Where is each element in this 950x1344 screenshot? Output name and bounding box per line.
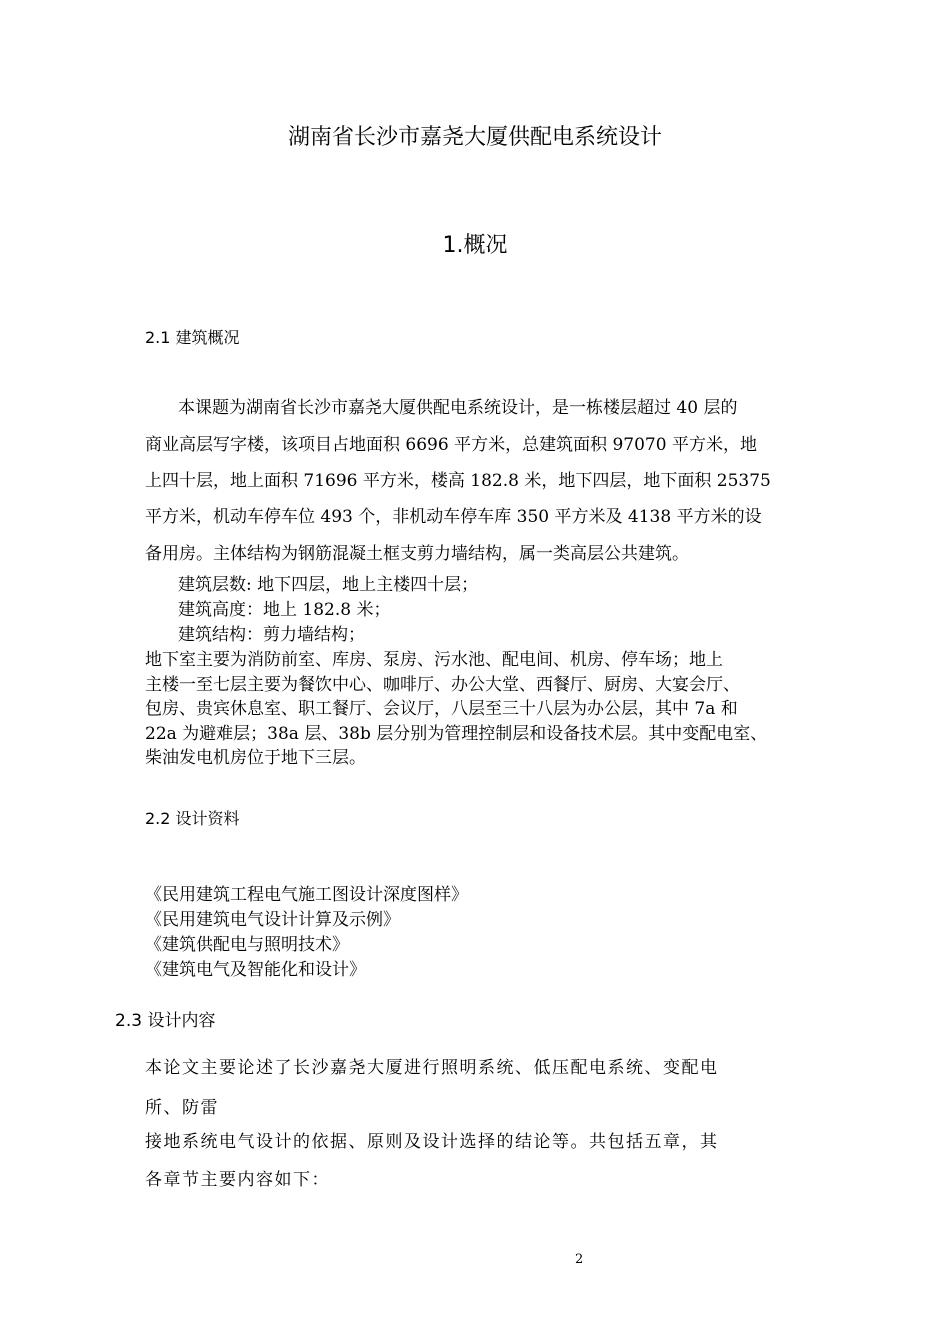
paragraph-line: 包房、贵宾休息室、职工餐厅、会议厅，八层至三十八层为办公层，其中 7a 和 <box>145 699 738 719</box>
paragraph-line: 本论文主要论述了长沙嘉尧大厦进行照明系统、低压配电系统、变配电 <box>145 1058 719 1078</box>
paragraph-line: 所、防雷 <box>145 1098 219 1118</box>
paragraph-line: 接地系统电气设计的依据、原则及设计选择的结论等。共包括五章，其 <box>145 1132 719 1152</box>
paragraph-line: 主楼一至七层主要为餐饮中心、咖啡厅、办公大堂、西餐厅、厨房、大宴会厅、 <box>145 675 740 695</box>
paragraph-line: 22a 为避难层；38a 层、38b 层分别为管理控制层和设备技术层。其中变配电室、 <box>145 724 768 744</box>
paragraph-line: 商业高层写字楼，该项目占地面积 6696 平方米，总建筑面积 97070 平方米，地 <box>145 435 757 455</box>
paragraph-line: 平方米，机动车停车位 493 个，非机动车停车库 350 平方米及 4138 平方米的设 <box>145 507 762 527</box>
document-title: 湖南省长沙市嘉尧大厦供配电系统设计 <box>287 125 662 150</box>
paragraph-line: 柴油发电机房位于地下三层。 <box>145 748 366 768</box>
paragraph-line: 本课题为湖南省长沙市嘉尧大厦供配电系统设计，是一栋楼层超过 40 层的 <box>178 398 738 418</box>
fact-line: 建筑结构：剪力墙结构； <box>178 625 365 645</box>
reference-item: 《民用建筑电气设计计算及示例》 <box>145 910 400 930</box>
paragraph-line: 备用房。主体结构为钢筋混凝土框支剪力墙结构，属一类高层公共建筑。 <box>145 544 689 564</box>
paragraph-line: 上四十层，地上面积 71696 平方米，楼高 182.8 米，地下四层，地下面积 25375 <box>145 471 771 491</box>
chapter-heading: 1.概况 <box>442 233 508 258</box>
reference-item: 《民用建筑工程电气施工图设计深度图样》 <box>145 885 468 905</box>
section-2-2-heading: 2.2 设计资料 <box>145 809 240 828</box>
reference-item: 《建筑供配电与照明技术》 <box>145 935 349 955</box>
fact-line: 建筑层数: 地下四层，地上主楼四十层； <box>178 575 479 595</box>
paragraph-line: 地下室主要为消防前室、库房、泵房、污水池、配电间、机房、停车场；地上 <box>145 650 723 670</box>
reference-item: 《建筑电气及智能化和设计》 <box>145 960 366 980</box>
page-number: 2 <box>575 1252 584 1267</box>
paragraph-line: 各章节主要内容如下： <box>145 1170 330 1190</box>
section-2-1-heading: 2.1 建筑概况 <box>145 328 240 347</box>
section-2-3-heading: 2.3 设计内容 <box>115 1011 216 1031</box>
fact-line: 建筑高度：地上 182.8 米； <box>178 600 391 620</box>
